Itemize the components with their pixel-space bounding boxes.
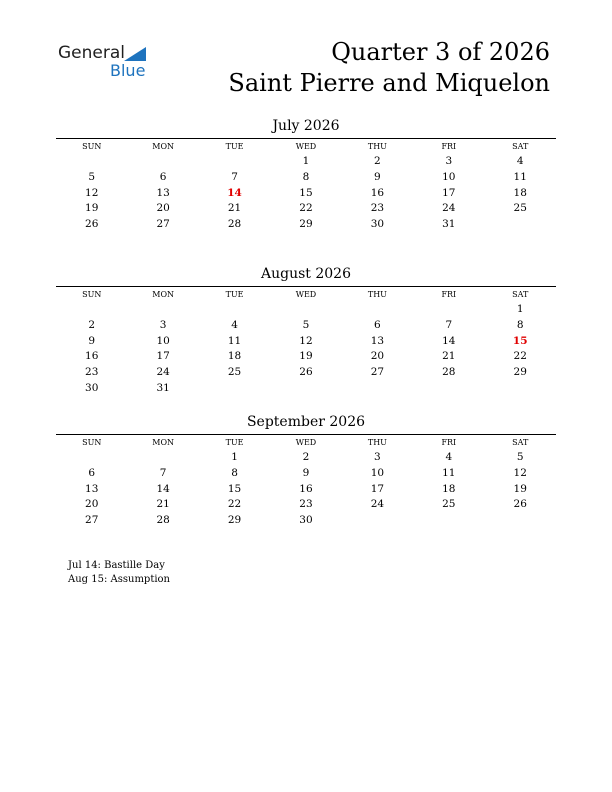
day-cell: 24 [370,498,385,511]
day-cell: 26 [85,218,99,231]
month-calendar [56,117,556,233]
day-cell [127,450,198,466]
day-cell: 19 [513,482,527,495]
day-cell: 24 [156,366,170,379]
weekday-header: TUE [225,290,244,299]
day-cell: 28 [227,218,242,231]
day-cell [270,381,341,397]
weekday-header: WED [295,290,317,299]
generalblue-logo [58,43,168,83]
week-row [56,154,556,170]
week-row [56,450,556,466]
day-cell: 12 [85,186,99,199]
logo-blue-text: Blue [110,61,146,80]
day-cell: 1 [302,155,310,167]
day-cell: 9 [374,170,381,183]
day-cell: 3 [445,155,453,167]
week-row [56,318,556,334]
weekday-header: FRI [441,142,457,151]
day-cell: 3 [159,318,167,331]
week-row [56,334,556,350]
page-title [228,37,550,99]
day-cell: 28 [156,514,170,527]
day-cell: 28 [442,366,456,379]
day-cell: 25 [513,202,527,215]
day-cell: 6 [88,466,96,479]
day-cell: 27 [370,366,385,379]
day-cell: 8 [231,466,238,479]
day-cell: 24 [442,202,456,215]
weekday-header: SAT [512,438,529,447]
title-region: Saint Pierre and Miquelon [228,69,550,97]
day-cell [342,513,413,529]
week-row [56,513,556,529]
day-cell [342,302,413,318]
weekday-header-row [56,138,556,154]
holiday-notes [68,559,170,587]
day-cell: 5 [516,451,524,463]
weekday-header: MON [152,142,174,151]
day-cell: 4 [445,451,453,463]
day-cell: 2 [88,318,96,331]
day-cell: 30 [299,514,313,527]
day-cell: 15 [227,482,242,495]
day-cell: 19 [85,202,99,215]
day-cell: 10 [442,170,456,183]
week-row [56,365,556,381]
week-row [56,497,556,513]
weekday-header: SUN [82,142,102,151]
day-cell: 20 [370,350,385,363]
weekday-header: SUN [82,438,102,447]
day-cell [485,217,556,233]
day-cell [270,302,341,318]
day-cell: 20 [156,202,170,215]
weekday-header-row [56,434,556,450]
day-cell: 15 [299,186,313,199]
day-cell: 9 [88,334,96,347]
day-cell: 22 [513,350,527,363]
day-cell: 30 [370,218,385,231]
day-cell: 16 [85,350,99,363]
day-cell: 7 [231,170,238,183]
weekday-header: THU [367,142,387,151]
day-cell: 29 [513,366,527,379]
day-cell: 9 [302,466,310,479]
day-cell: 30 [85,381,99,394]
day-cell: 5 [302,318,310,331]
holiday-day-cell: 15 [512,334,528,347]
day-cell: 6 [374,318,381,331]
weekday-header: FRI [441,438,457,447]
day-cell: 27 [85,514,99,527]
day-cell: 11 [513,170,527,183]
day-cell: 6 [159,170,167,183]
month-name: July 2026 [272,118,340,134]
week-row [56,302,556,318]
holiday-note: Aug 15: Assumption [68,574,171,585]
day-cell: 4 [231,318,238,331]
day-cell [485,381,556,397]
weekday-header: MON [152,438,174,447]
month-calendar [56,265,556,397]
week-row [56,217,556,233]
day-cell [199,381,270,397]
week-row [56,381,556,397]
day-cell: 26 [299,366,313,379]
day-cell [485,513,556,529]
day-cell: 8 [302,170,310,183]
holiday-note: Jul 14: Bastille Day [68,560,165,571]
weekday-header-row [56,286,556,302]
month-name: September 2026 [246,414,366,430]
day-cell: 19 [299,350,313,363]
day-cell: 2 [374,155,381,167]
day-cell: 23 [370,202,385,215]
day-cell: 21 [156,498,170,511]
day-cell [413,381,484,397]
week-row [56,482,556,498]
weekday-header: TUE [225,438,244,447]
weekday-header: THU [367,290,387,299]
day-cell [199,154,270,170]
day-cell: 12 [299,334,313,347]
day-cell: 5 [88,170,96,183]
day-cell: 8 [516,318,524,331]
day-cell: 13 [85,482,99,495]
day-cell [56,154,127,170]
day-cell: 17 [370,482,385,495]
day-cell [413,513,484,529]
day-cell [127,154,198,170]
day-cell: 18 [513,186,527,199]
weekday-header: FRI [441,290,457,299]
day-cell: 18 [227,350,242,363]
day-cell: 10 [156,334,170,347]
day-cell [127,302,198,318]
weekday-header: TUE [225,142,244,151]
week-row [56,201,556,217]
day-cell: 27 [156,218,170,231]
logo-triangle-icon [124,47,146,61]
day-cell: 1 [516,303,524,315]
day-cell [56,302,127,318]
day-cell: 31 [156,381,170,394]
weekday-header: THU [367,438,387,447]
day-cell: 29 [227,514,242,527]
week-row [56,186,556,202]
weekday-header: MON [152,290,174,299]
day-cell: 25 [227,366,242,379]
day-cell: 2 [302,451,310,463]
logo-general-text: General [58,43,125,63]
day-cell: 4 [516,155,524,167]
day-cell: 20 [85,498,99,511]
weekday-header: SUN [82,290,102,299]
weekday-header: WED [295,142,317,151]
day-cell: 1 [231,451,238,463]
day-cell: 26 [513,498,527,511]
day-cell: 25 [442,498,456,511]
day-cell [56,450,127,466]
title-quarter: Quarter 3 of 2026 [331,38,550,66]
day-cell: 17 [442,186,456,199]
day-cell: 12 [513,466,527,479]
day-cell: 16 [370,186,385,199]
day-cell: 21 [442,350,456,363]
day-cell: 16 [299,482,313,495]
day-cell: 13 [370,334,385,347]
day-cell: 7 [445,318,453,331]
week-row [56,466,556,482]
week-row [56,349,556,365]
day-cell: 14 [442,334,456,347]
weekday-header: WED [295,438,317,447]
day-cell: 13 [156,186,170,199]
day-cell: 29 [299,218,313,231]
day-cell: 10 [370,466,385,479]
weekday-header: SAT [512,142,529,151]
month-name: August 2026 [261,266,351,282]
day-cell: 7 [159,466,167,479]
day-cell [342,381,413,397]
day-cell: 17 [156,350,170,363]
day-cell: 21 [227,202,242,215]
week-row [56,170,556,186]
day-cell: 23 [85,366,99,379]
month-calendar [56,413,556,529]
day-cell: 11 [442,466,456,479]
day-cell: 31 [442,218,456,231]
day-cell: 18 [442,482,456,495]
day-cell: 23 [299,498,313,511]
day-cell [413,302,484,318]
day-cell: 22 [299,202,313,215]
day-cell: 3 [374,451,381,463]
day-cell: 11 [227,334,242,347]
holiday-day-cell: 14 [227,186,242,199]
weekday-header: SAT [512,290,529,299]
day-cell: 14 [156,482,170,495]
day-cell [199,302,270,318]
day-cell: 22 [227,498,242,511]
